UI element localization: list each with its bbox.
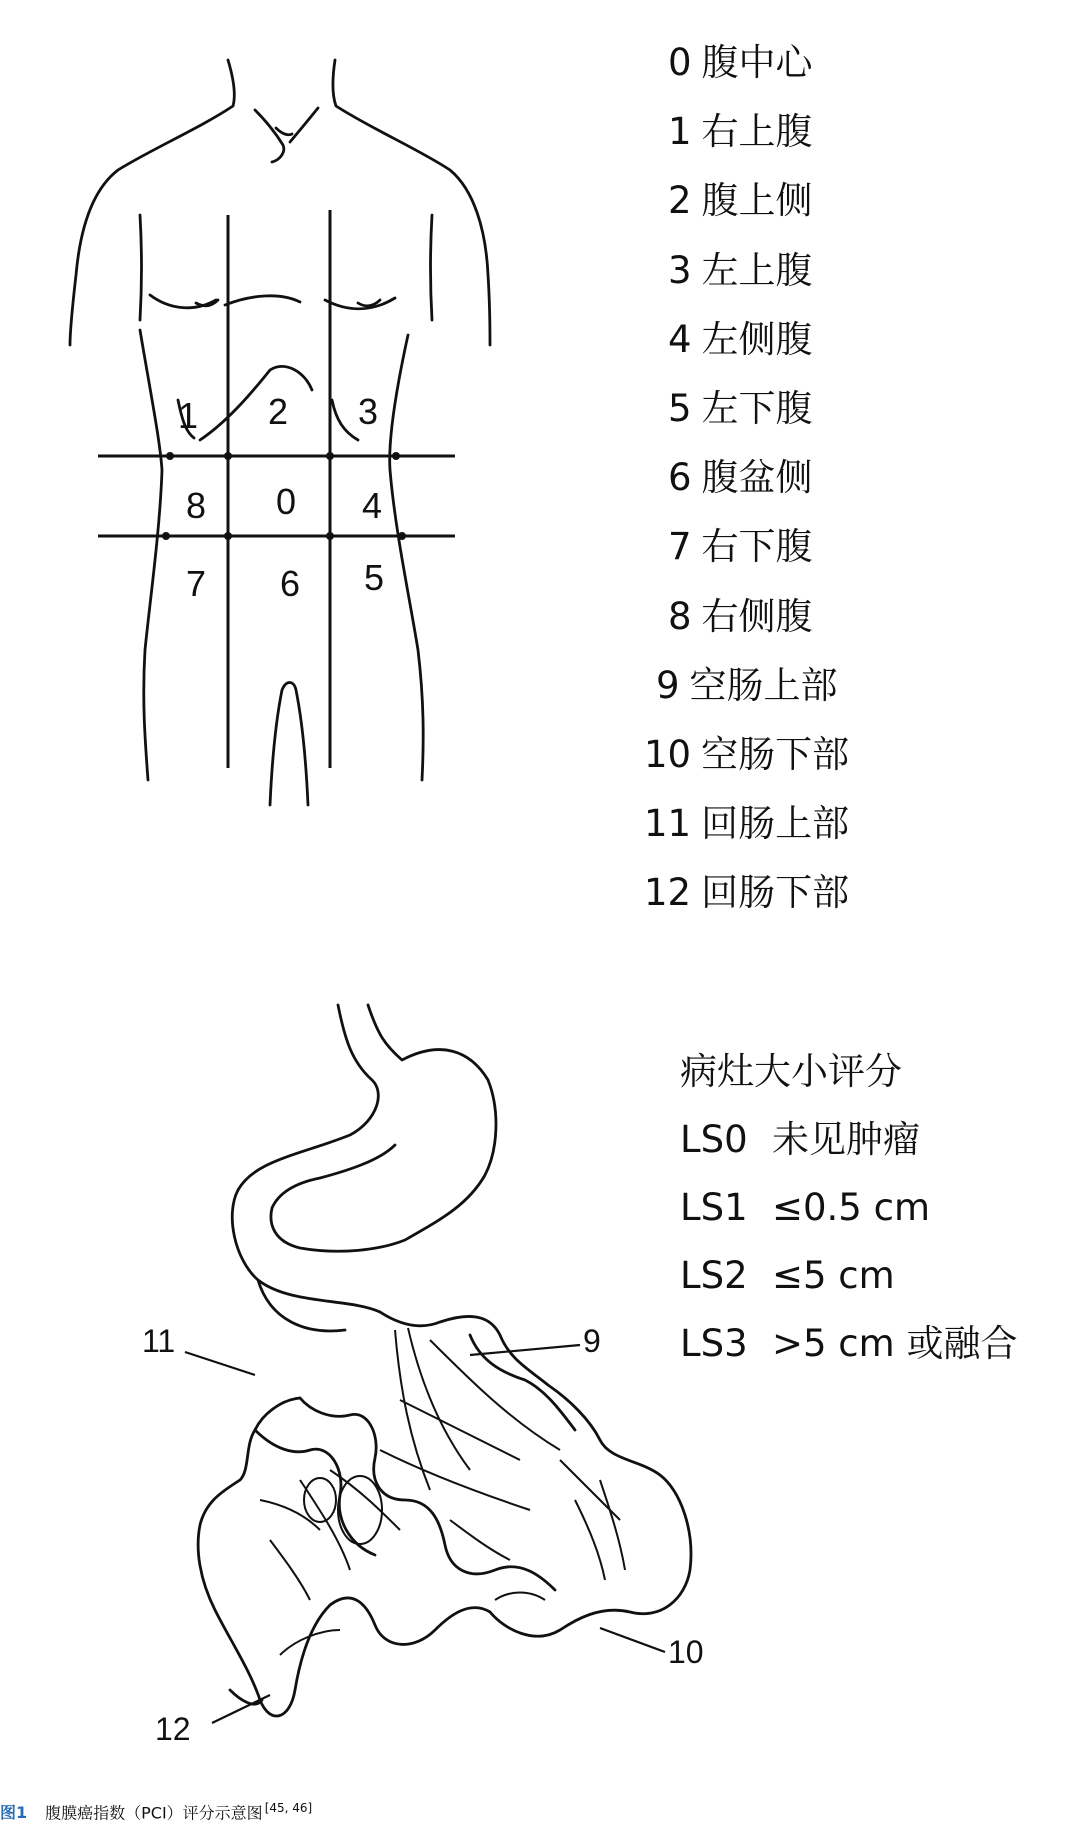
region-item: [668, 97, 1008, 166]
region-item: [668, 512, 1008, 581]
region-number: 2: [668, 179, 692, 223]
torso-region-label: 7: [186, 563, 207, 604]
lesion-size-legend: [680, 1038, 1060, 1378]
lesion-size-item: [680, 1106, 1060, 1174]
torso-outline: [70, 60, 490, 805]
lesion-desc: ≤0.5 cm: [772, 1186, 930, 1229]
torso-region-label: 4: [362, 485, 383, 526]
region-number: 5: [668, 386, 692, 430]
region-number: 6: [668, 456, 692, 500]
torso-region-label: 1: [178, 395, 199, 436]
region-label: 右侧腹: [701, 594, 813, 638]
region-number: 9: [656, 663, 680, 707]
region-label: 空肠上部: [689, 663, 838, 707]
region-item: [644, 858, 1008, 927]
torso-region-label: 6: [280, 563, 301, 604]
lesion-size-item: [680, 1310, 1060, 1378]
intestine-outline: [198, 1312, 691, 1716]
region-number: 0: [668, 41, 692, 84]
region-label: 回肠下部: [701, 871, 850, 915]
torso-region-label: 8: [186, 485, 207, 526]
region-label: 回肠上部: [701, 802, 850, 846]
region-item: [668, 28, 1008, 97]
region-item: [668, 236, 1008, 305]
intestine-label: 12: [155, 1711, 191, 1747]
torso-region-label: 5: [364, 557, 385, 598]
lesion-code: LS1: [680, 1186, 748, 1229]
region-number: 3: [668, 248, 692, 292]
stomach-outline: [232, 1005, 496, 1331]
region-label: 腹中心: [701, 41, 813, 84]
region-label: 腹上侧: [701, 179, 813, 223]
lesion-desc: >5 cm 或融合: [772, 1322, 1018, 1365]
lesion-size-title: 病灶大小评分: [680, 1050, 902, 1093]
region-item: [656, 651, 1008, 720]
region-number: 11: [644, 802, 692, 846]
lesion-size-item: [680, 1174, 1060, 1242]
region-number: 10: [644, 732, 692, 776]
region-label: 腹盆侧: [701, 456, 813, 500]
region-label: 空肠下部: [701, 732, 850, 776]
torso-region-label: 2: [268, 391, 289, 432]
region-item: [668, 305, 1008, 374]
region-number: 8: [668, 594, 692, 638]
abdominal-region-legend: [644, 28, 1008, 927]
lesion-code: LS3: [680, 1322, 748, 1365]
intestine-leader-lines: [185, 1345, 665, 1723]
intestine-label: 9: [583, 1323, 601, 1359]
lesion-code: LS0: [680, 1118, 748, 1161]
lesion-desc: 未见肿瘤: [772, 1118, 920, 1161]
intestine-label: 10: [668, 1634, 704, 1670]
region-number: 1: [668, 110, 692, 154]
region-number: 7: [668, 525, 692, 569]
caption-reference: [45, 46]: [264, 1801, 313, 1815]
torso-region-label: 3: [358, 391, 379, 432]
region-item: [668, 374, 1008, 443]
caption-text: 腹膜癌指数（PCI）评分示意图: [45, 1803, 263, 1823]
region-item: [668, 443, 1008, 512]
region-number: 12: [644, 871, 692, 915]
region-label: 右上腹: [701, 110, 813, 154]
torso-region-label: 0: [276, 481, 297, 522]
region-label: 左下腹: [701, 386, 813, 430]
lesion-desc: ≤5 cm: [772, 1254, 895, 1297]
figure-label: 图1: [0, 1803, 28, 1823]
region-label: 左上腹: [701, 248, 813, 292]
region-label: 左侧腹: [701, 317, 813, 361]
region-item: [668, 166, 1008, 235]
region-label: 右下腹: [701, 525, 813, 569]
region-item: [668, 582, 1008, 651]
intestine-label: 11: [142, 1323, 176, 1359]
figure-caption: [0, 1797, 312, 1824]
region-item: [644, 789, 1008, 858]
region-number: 4: [668, 317, 692, 361]
mesentery-vessels: [260, 1328, 625, 1655]
lesion-size-item: [680, 1242, 1060, 1310]
region-item: [644, 720, 1008, 789]
lesion-code: LS2: [680, 1254, 748, 1297]
